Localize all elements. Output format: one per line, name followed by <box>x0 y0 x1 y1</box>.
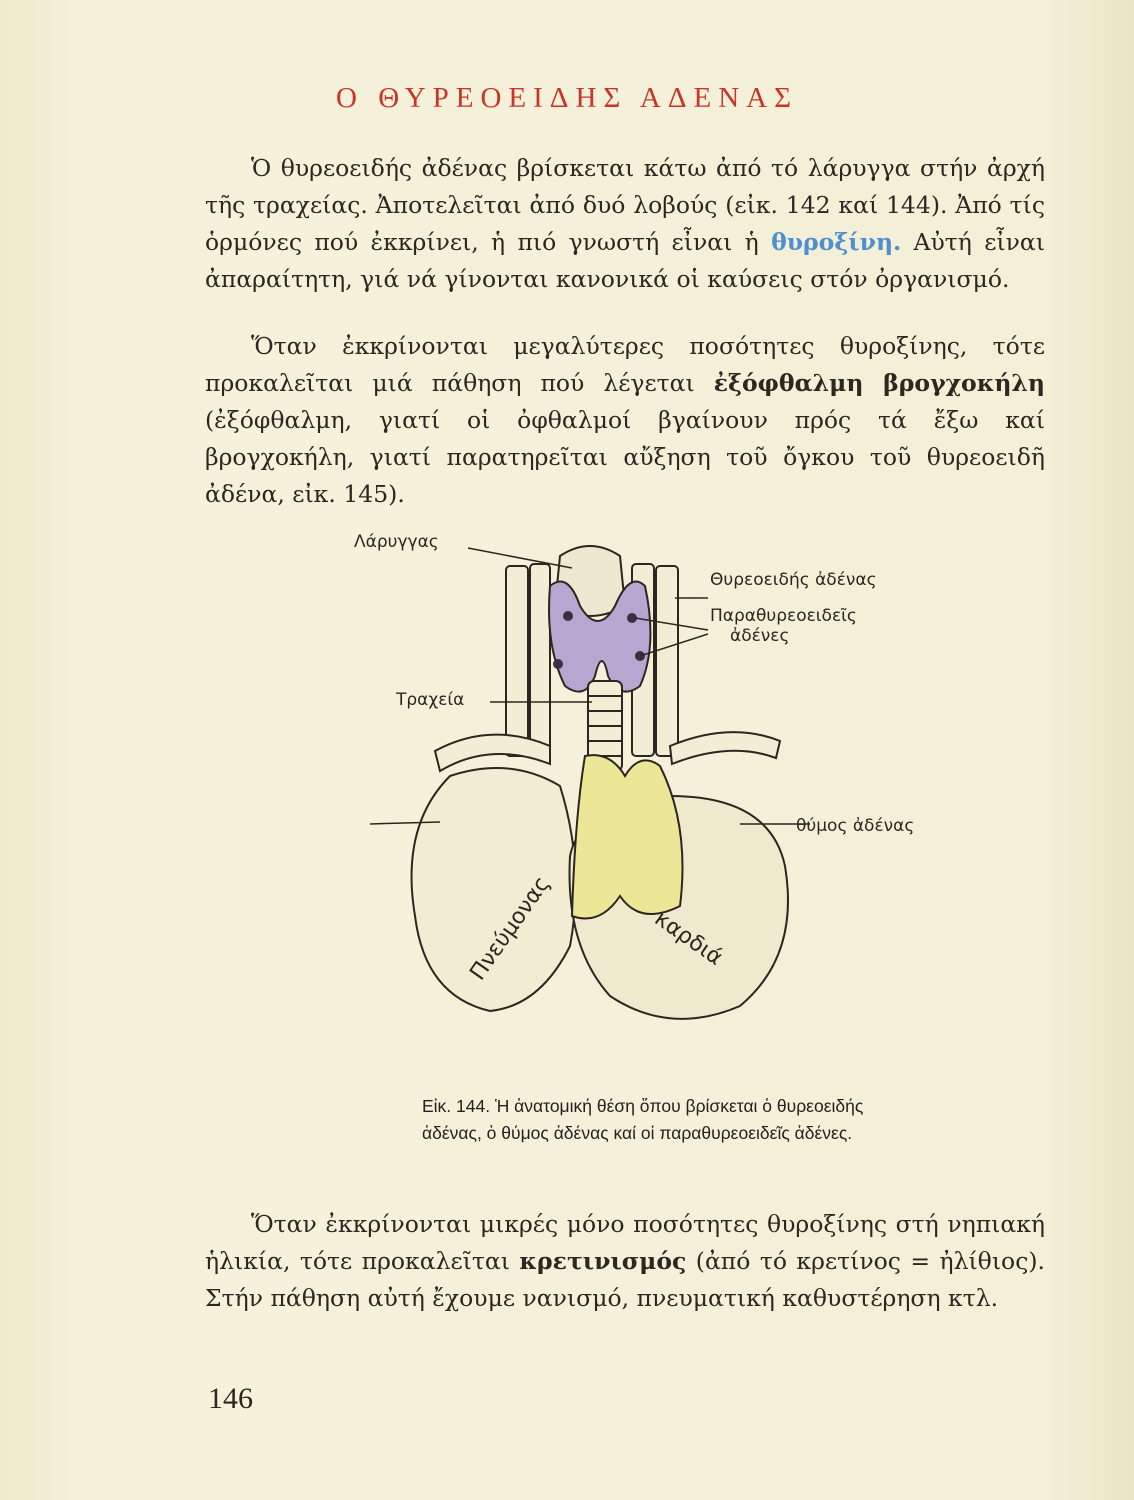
paragraph1-rest: Αὐτή εἶναι ἀπαραίτητη, γιά νά γίνονται κανονικά οἱ καύσεις στόν ὀργανισμό. <box>205 228 1045 293</box>
exophthalmic-goiter-term: ἐξόφθαλμη βρογχοκήλη <box>713 369 1045 397</box>
paragraph3-before: Ὅταν ἐκκρίνονται μικρές μόνο ποσότητες θυροξίνης στή νηπιακή ἡλικία, τότε προκαλεῖται <box>205 1210 1045 1275</box>
page-title: Ο ΘΥΡΕΟΕΙΔΗΣ ΑΔΕΝΑΣ <box>336 82 798 114</box>
right-jugular-vessel <box>656 566 678 756</box>
paragraph2-after: (ἐξόφθαλμη, γιατί οἱ ὀφθαλμοί βγαίνουν πρός τά ἔξω καί βρογχοκήλη, γιατί παρατηρεῖται αὔξηση τοῦ ὄγκου τοῦ θυρεοειδῆ ἀδένα, εἰκ. 145). <box>205 406 1045 508</box>
larynx-label: Λάρυγγας <box>354 532 439 552</box>
parathyroid-dot <box>563 611 573 621</box>
page-number: 146 <box>208 1382 253 1415</box>
thymus-label: θύμος ἀδένας <box>796 816 915 836</box>
thyroxine-highlight: θυροξίνη. <box>771 228 902 256</box>
thyroid-label: Θυρεοειδής ἀδένας <box>710 570 877 590</box>
parathyroid-dot <box>553 659 563 669</box>
left-carotid-vessel <box>506 566 528 756</box>
left-artery <box>435 735 550 771</box>
parathyroid-label-line2: ἀδένες <box>730 626 790 646</box>
trachea-label: Τραχεία <box>396 690 465 710</box>
paragraph2-before: Ὅταν ἐκκρίνονται μεγαλύτερες ποσότητες θυροξίνης, τότε προκαλεῖται μιά πάθηση πού λέγεται <box>205 332 1045 397</box>
paragraph-thyroid-description <box>205 150 1045 298</box>
anatomy-figure <box>340 526 960 1066</box>
figure-caption: Εἰκ. 144. Ἡ ἀνατομική θέση ὅπου βρίσκεται ὁ θυρεοειδής ἀδένας, ὁ θύμος ἀδένας καί οἱ παραθυρεοειδεῖς ἀδένες. <box>422 1096 864 1143</box>
left-jugular-vessel <box>530 564 550 756</box>
paragraph1-text: Ὁ θυρεοειδής ἀδένας βρίσκεται κάτω ἀπό τό λάρυγγα στήν ἀρχή τῆς τραχείας. Ἀποτελεῖται ἀπό δυό λοβούς (εἰκ. 142 καί 144). Ἀπό τίς ὁρμόνες πού ἐκκρίνει, ἡ πιό γνωστή εἶναι ἡ <box>205 154 1045 256</box>
paragraph-hyperthyroidism <box>205 328 1045 513</box>
paragraph3-after: (ἀπό τό κρετίνος = ἠλίθιος). Στήν πάθηση αὐτή ἔχουμε νανισμό, πνευματική καθυστέρηση κτλ. <box>205 1247 1045 1312</box>
thymus-gland <box>572 755 683 918</box>
cretinism-term: κρετινισμός <box>519 1247 687 1275</box>
lung-label: Πνεύμονας <box>465 871 556 986</box>
parathyroid-label-line1: Παραθυρεοειδεῖς <box>710 606 857 626</box>
paragraph-cretinism <box>205 1206 1045 1317</box>
anatomy-illustration <box>340 526 960 1066</box>
heart-label: καρδιά <box>649 906 728 971</box>
right-artery <box>670 732 780 764</box>
